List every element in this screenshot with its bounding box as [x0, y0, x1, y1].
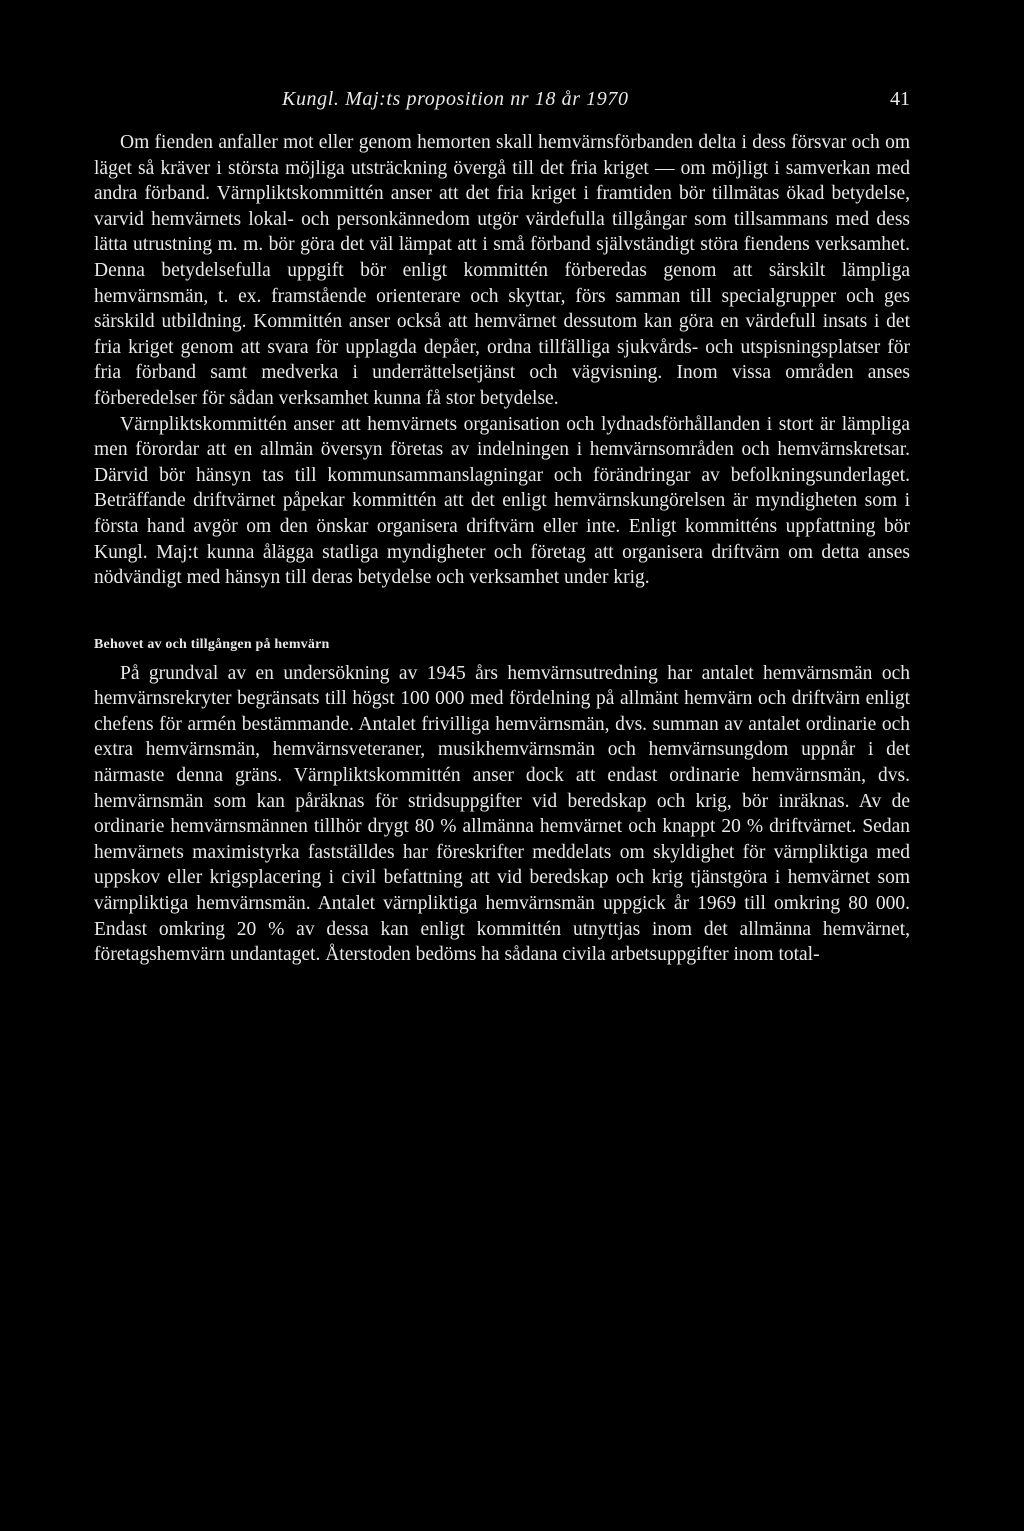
- running-title: Kungl. Maj:ts proposition nr 18 år 1970: [282, 88, 629, 110]
- running-head: [94, 82, 910, 116]
- paragraph-organisation: Värnpliktskommittén anser att hemvärnets organisation och lydnadsförhållanden i stort är lämpliga men förordar att en allmän översyn företas av indelningen i hemvärnsområden och hemvärnskretsar. Därvid bör hänsyn tas till kommunsammanslagningar och förändringar av befolkningsunderlaget. Beträffande driftvärnet påpekar kommittén att det enligt hemvärnskungörelsen är myndigheten som i första hand avgör om den önskar organisera driftvärn eller inte. Enligt kommitténs uppfattning bör Kungl. Maj:t kunna ålägga statliga myndigheter och företag att organisera driftvärn om detta anses nödvändigt med hänsyn till deras betydelse och verksamhet under krig.: [94, 413, 910, 589]
- paragraph-fria-kriget: Om fienden anfaller mot eller genom hemorten skall hemvärnsförbanden delta i dess försvar och om läget så kräver i största möjliga utsträckning övergå till det fria kriget — om möjligt i samverkan med andra förband. Värnpliktskommittén anser att det fria kriget i framtiden bör tillmätas ökad betydelse, varvid hemvärnets lokal- och personkännedom utgör värdefulla tillgångar som tillsammans med dess lätta utrustning m. m. bör göra det väl lämpat att i små förband självständigt störa fiendens verksamhet. Denna betydelsefulla uppgift bör enligt kommittén förberedas genom att särskilt lämpliga hemvärnsmän, t. ex. framstående orienterare och skyttar, förs samman till specialgrupper och ges särskild utbildning. Kommittén anser också att hemvärnet dessutom kan göra en värdefull insats i det fria kriget genom att svara för upplagda depåer, ordna tillfälliga sjukvårds- och utspisningsplatser för fria förband samt medverka i underrättelsetjänst och vägvisning. Inom vissa områden anses förberedelser för sådan verksamhet kunna få stor betydelse.: [94, 132, 910, 409]
- document-page: [94, 82, 910, 968]
- section-body: [94, 661, 910, 968]
- page-number: 41: [890, 88, 910, 110]
- section-heading: Behovet av och tillgången på hemvärn: [94, 636, 330, 652]
- body-text: [94, 130, 910, 591]
- paragraph-behovet: På grundval av en undersökning av 1945 års hemvärnsutredning har antalet hemvärnsmän och hemvärnsrekryter begränsats till högst 100 000 med fördelning på allmänt hemvärn och driftvärn enligt chefens för armén bestämmande. Antalet frivilliga hemvärnsmän, dvs. summan av antalet ordinarie och extra hemvärnsmän, hemvärnsveteraner, musikhemvärnsmän och hemvärnsungdom uppnår i det närmaste denna gräns. Värnpliktskommittén anser dock att endast ordinarie hemvärnsmän, dvs. hemvärnsmän som kan påräknas för stridsuppgifter vid beredskap och krig, bör inräknas. Av de ordinarie hemvärnsmännen tillhör drygt 80 % allmänna hemvärnet och knappt 20 % driftvärnet. Sedan hemvärnets maximistyrka fastställdes har föreskrifter meddelats om skyldighet för värnpliktiga med uppskov eller krigsplacering i civil befattning att vid beredskap och krig tjänstgöra i hemvärnet som värnpliktiga hemvärnsmän. Antalet värnpliktiga hemvärnsmän uppgick år 1969 till omkring 80 000. Endast omkring 20 % av dessa kan enligt kommittén utnyttjas inom det allmänna hemvärnet, företagshemvärn undantaget. Återstoden bedöms ha sådana civila arbetsuppgifter inom total-: [94, 662, 910, 966]
